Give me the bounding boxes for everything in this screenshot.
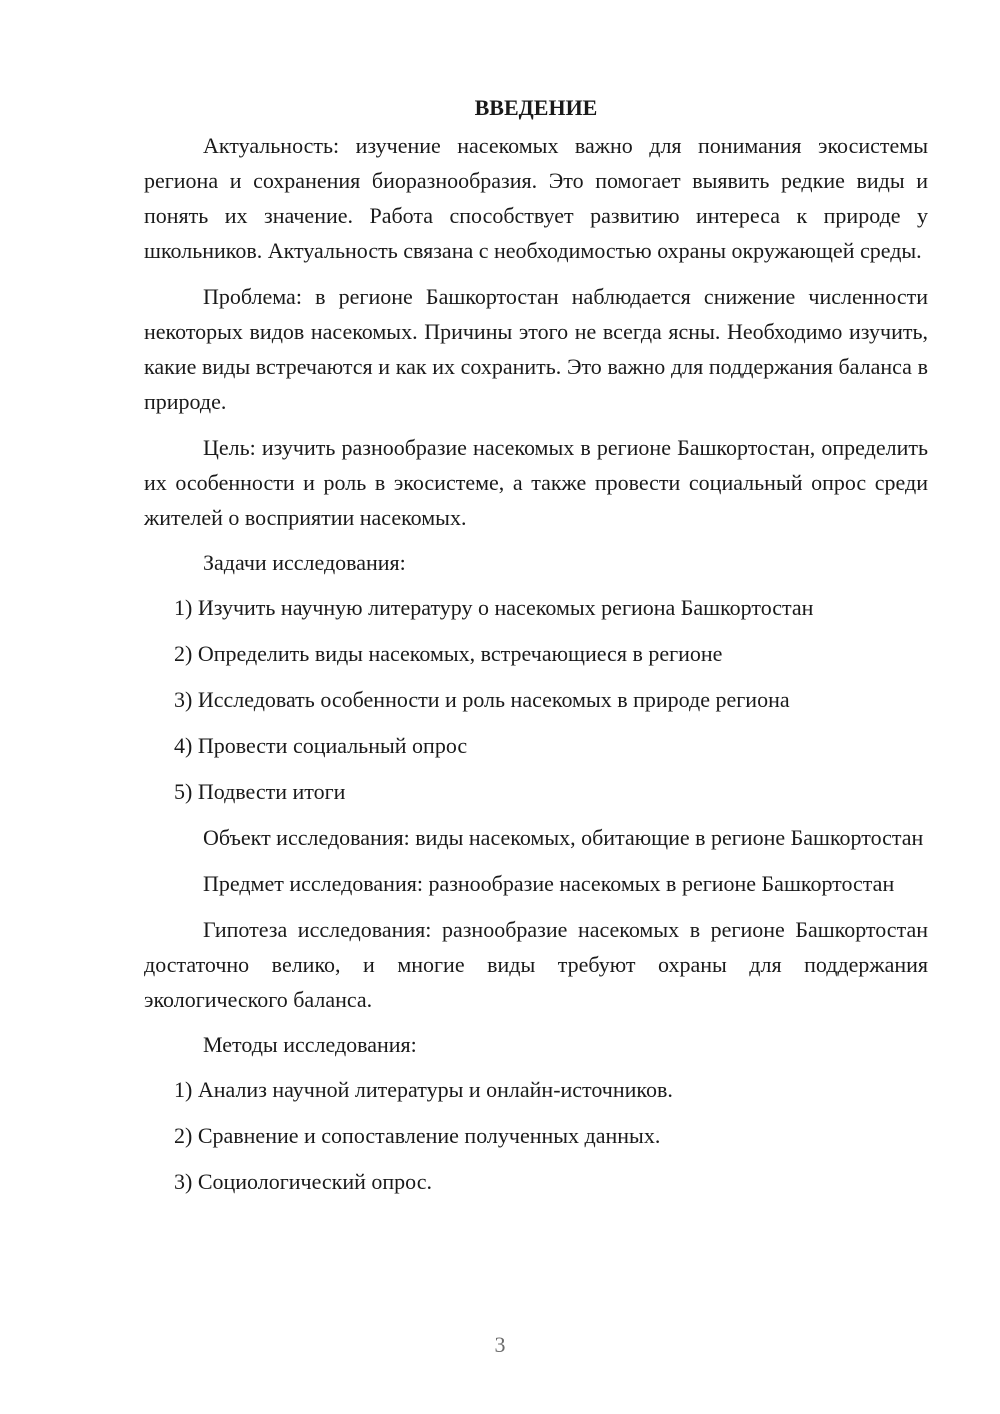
task-item: 4) Провести социальный опрос: [174, 733, 468, 758]
methods-heading: Методы исследования:: [203, 1032, 417, 1057]
task-item: 5) Подвести итоги: [174, 779, 346, 804]
page-number: 3: [494, 1332, 506, 1357]
task-item: 2) Определить виды насекомых, встречающиеся в регионе: [174, 641, 723, 666]
document-page: [144, 90, 928, 1210]
problem-paragraph: Проблема: в регионе Башкортостан наблюдается снижение численности некоторых видов насекомых. Причины этого не всегда ясны. Необходимо изучить, какие виды встречаются и как их сохранить. Это важно для поддержания баланса в природе.: [144, 284, 928, 414]
method-item: 1) Анализ научной литературы и онлайн-источников.: [174, 1077, 673, 1102]
method-item: 3) Социологический опрос.: [174, 1169, 432, 1194]
object-paragraph: Объект исследования: виды насекомых, обитающие в регионе Башкортостан: [203, 825, 924, 850]
task-item: 1) Изучить научную литературу о насекомых региона Башкортостан: [174, 595, 814, 620]
subject-paragraph: Предмет исследования: разнообразие насекомых в регионе Башкортостан: [203, 871, 895, 896]
method-item: 2) Сравнение и сопоставление полученных данных.: [174, 1123, 661, 1148]
methods-list: [144, 1072, 928, 1199]
task-item: 3) Исследовать особенности и роль насекомых в природе региона: [174, 687, 790, 712]
hypothesis-paragraph: Гипотеза исследования: разнообразие насекомых в регионе Башкортостан достаточно велико, и многие виды требуют охраны для поддержания экологического баланса.: [144, 917, 928, 1012]
tasks-heading: Задачи исследования:: [203, 550, 406, 575]
relevance-paragraph: Актуальность: изучение насекомых важно для понимания экосистемы региона и сохранения биоразнообразия. Это помогает выявить редкие виды и понять их значение. Работа способствует развитию интереса к природе у школьников. Актуальность связана с необходимостью охраны окружающей среды.: [144, 133, 928, 263]
goal-paragraph: Цель: изучить разнообразие насекомых в регионе Башкортостан, определить их особенности и роль в экосистеме, а также провести социальный опрос среди жителей о восприятии насекомых.: [144, 435, 928, 530]
tasks-list: [144, 590, 928, 809]
page-title: ВВЕДЕНИЕ: [474, 95, 598, 120]
